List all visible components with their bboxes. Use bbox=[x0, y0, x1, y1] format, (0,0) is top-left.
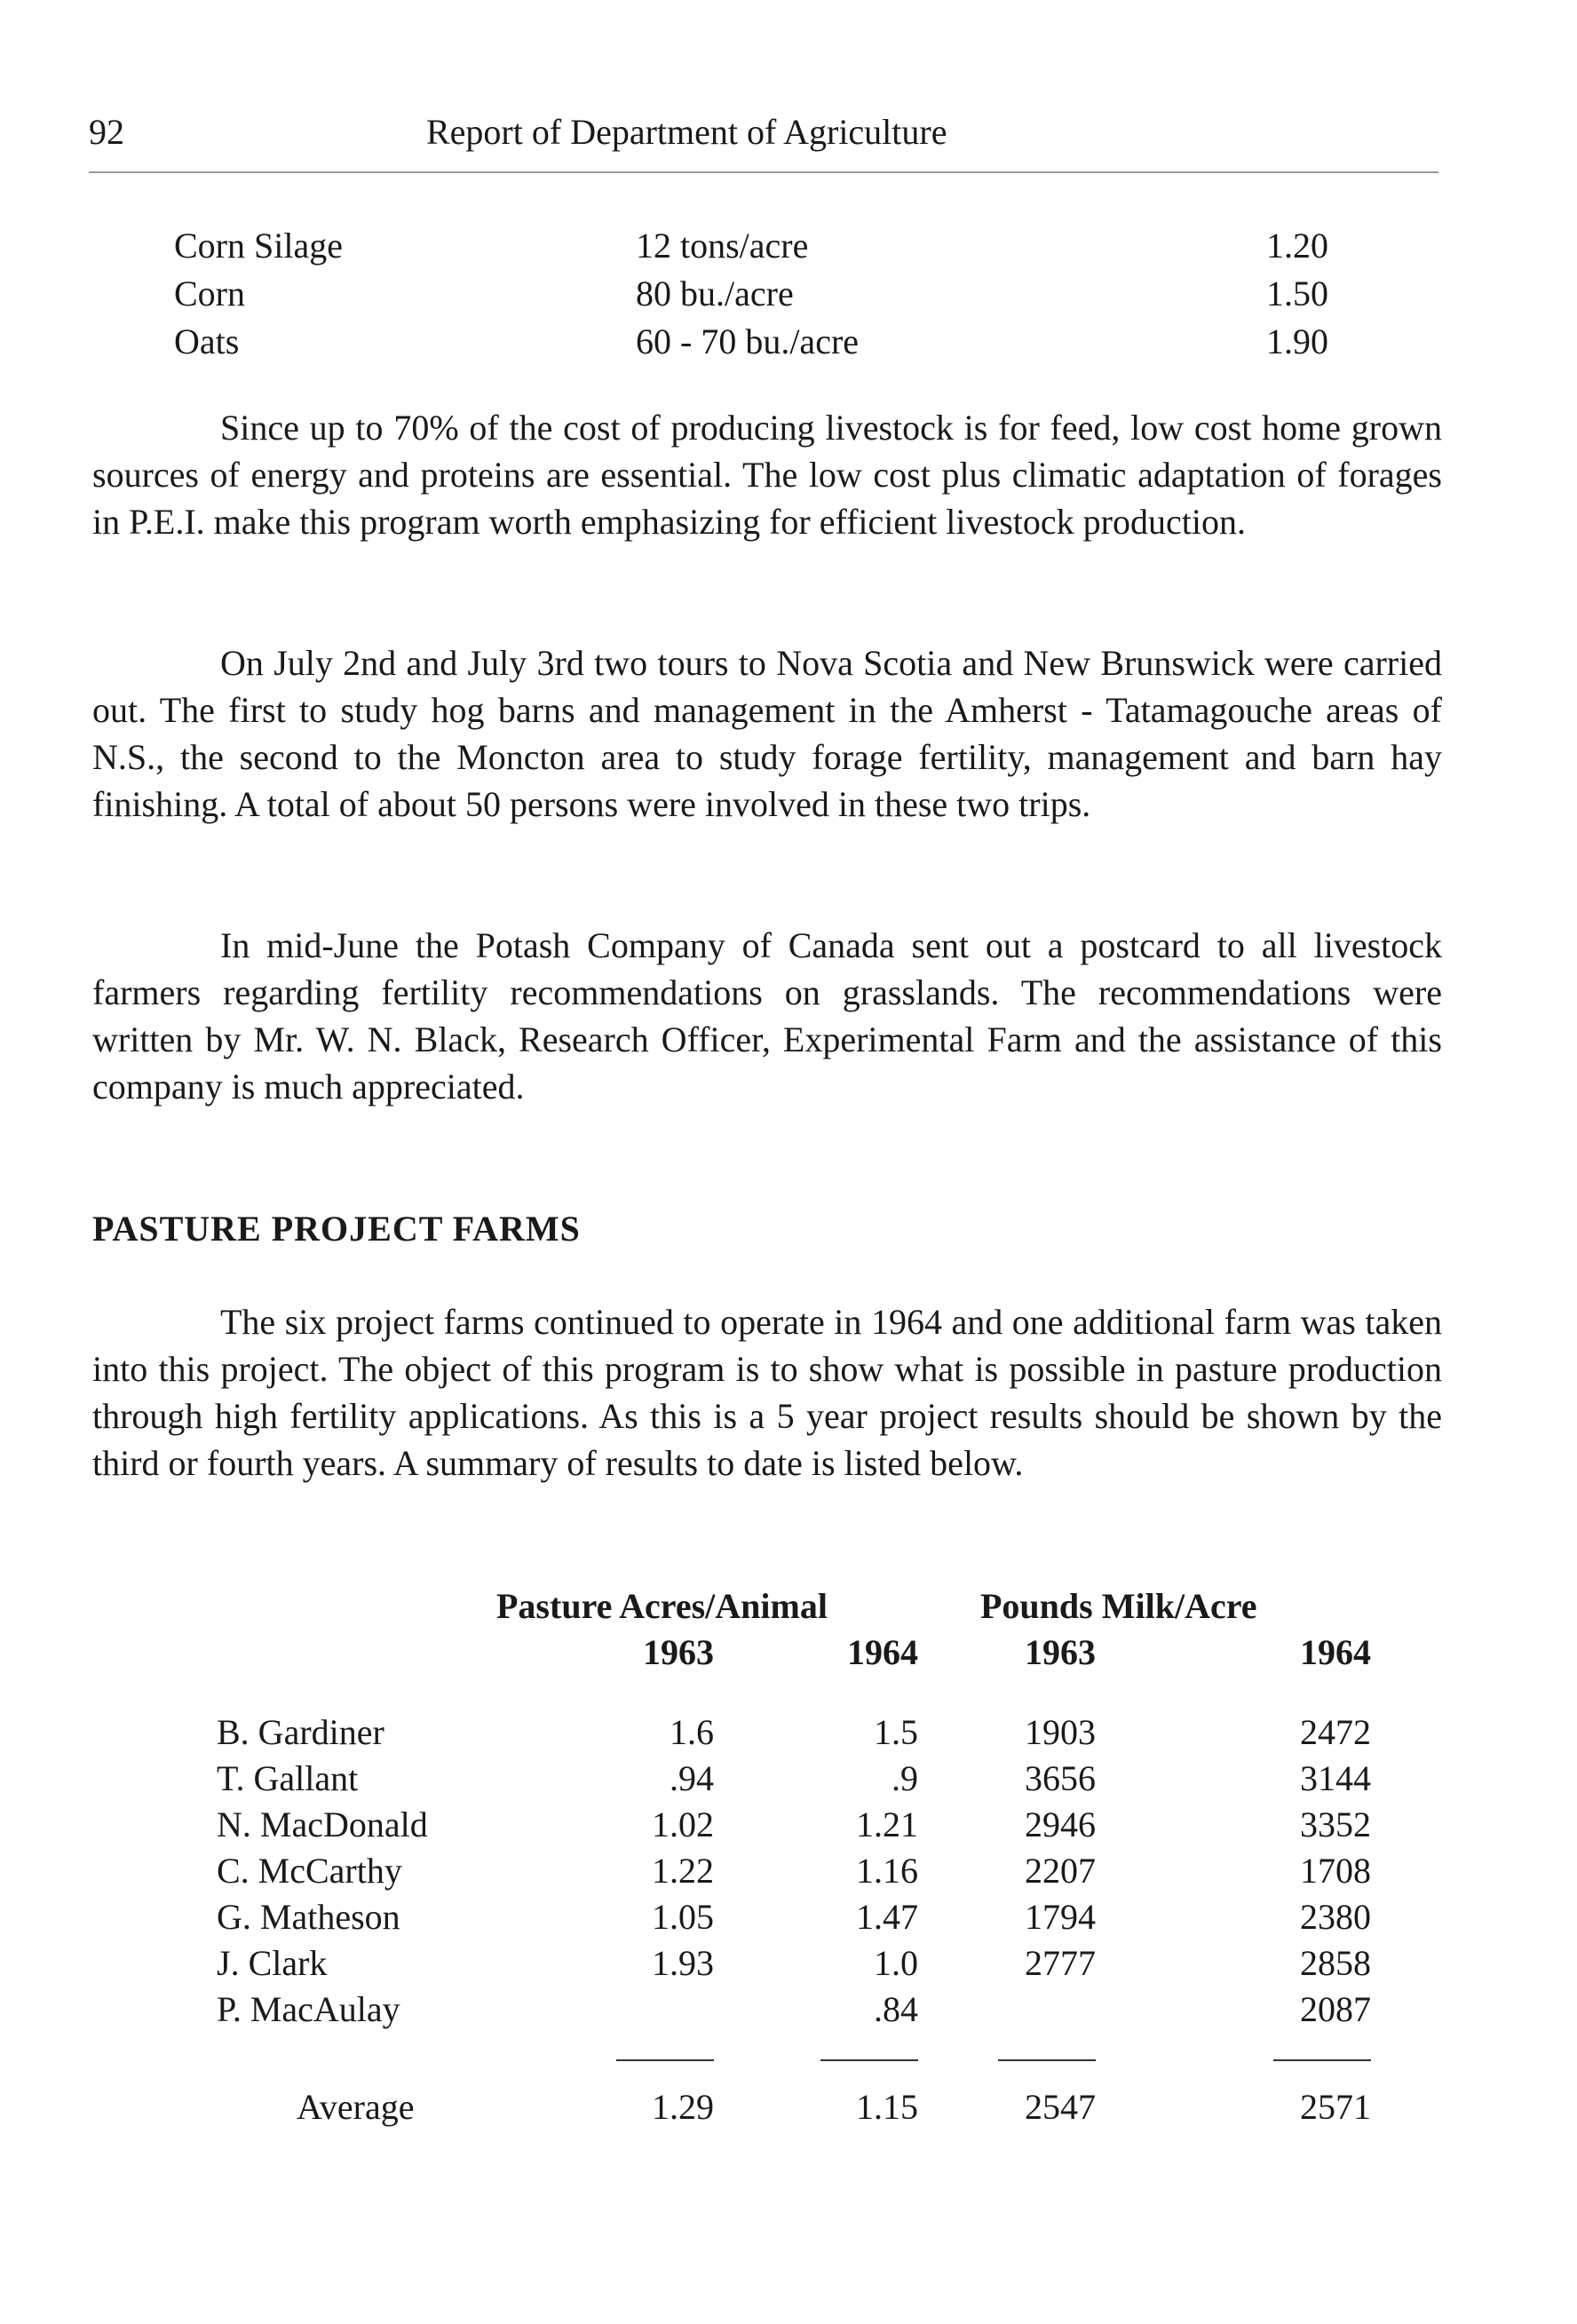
average-acres-1964: 1.15 bbox=[856, 2087, 918, 2127]
farmer-name: P. MacAulay bbox=[217, 1989, 400, 2029]
milk-1963: 1903 bbox=[1025, 1712, 1096, 1752]
group-header-milk: Pounds Milk/Acre bbox=[980, 1586, 1257, 1626]
paragraph-project-farms: The six project farms continued to operate in 1964 and one additional farm was taken into this project. The object of this program is to show what is possible in pasture production through high fertility applications. As this is a 5 year project results should be shown by the third or fourth years. A summary of results to date is listed below. bbox=[92, 1302, 1442, 1483]
table-spacer bbox=[92, 1678, 1442, 1711]
acres-1963: 1.6 bbox=[670, 1712, 714, 1752]
crop-cost: 1.90 bbox=[1266, 321, 1328, 361]
crop-yield: 80 bu./acre bbox=[636, 274, 794, 313]
milk-1964: 3144 bbox=[1300, 1758, 1371, 1798]
crop-cost: 1.20 bbox=[1266, 226, 1328, 266]
average-milk-1964: 2571 bbox=[1300, 2087, 1371, 2127]
year-header: 1964 bbox=[847, 1632, 918, 1672]
crop-cost: 1.50 bbox=[1266, 274, 1328, 313]
crop-yield: 60 - 70 bu./acre bbox=[636, 321, 860, 361]
total-rule bbox=[536, 2034, 714, 2061]
milk-1964: 2472 bbox=[1300, 1712, 1371, 1752]
acres-1964: 1.0 bbox=[874, 1943, 918, 1983]
acres-1963: 1.22 bbox=[652, 1851, 714, 1891]
year-header: 1963 bbox=[1025, 1632, 1096, 1672]
year-header: 1964 bbox=[1300, 1632, 1371, 1672]
paragraph-potash: In mid-June the Potash Company of Canada sent out a postcard to all livestock farmers regarding fertility recommendations on grasslands. The recommendations were written by Mr. W. N. Black, Research Officer, Experimental Farm and the assistance of this company is much appreciated. bbox=[92, 925, 1442, 1106]
table-row bbox=[92, 1942, 1442, 1988]
page-number: 92 bbox=[89, 112, 124, 152]
milk-1964: 2087 bbox=[1300, 1989, 1371, 2029]
crop-row bbox=[174, 222, 1373, 270]
total-rule bbox=[918, 2034, 1096, 2061]
acres-1963: 1.05 bbox=[652, 1897, 714, 1937]
average-milk-1963: 2547 bbox=[1025, 2087, 1096, 2127]
total-rule-row bbox=[92, 2034, 1442, 2086]
milk-1964: 2380 bbox=[1300, 1897, 1371, 1937]
crop-cost-table bbox=[174, 222, 1373, 366]
farmer-name: C. McCarthy bbox=[217, 1851, 402, 1891]
crop-name: Oats bbox=[174, 321, 240, 361]
table-row bbox=[92, 1988, 1442, 2034]
crop-row bbox=[174, 270, 1373, 318]
farmer-name: J. Clark bbox=[217, 1943, 328, 1983]
pasture-results-table bbox=[92, 1585, 1442, 2132]
average-acres-1963: 1.29 bbox=[652, 2087, 714, 2127]
crop-name: Corn bbox=[174, 274, 245, 313]
total-rule bbox=[741, 2034, 918, 2061]
year-header: 1963 bbox=[643, 1632, 714, 1672]
milk-1963: 2946 bbox=[1025, 1804, 1096, 1844]
crop-yield: 12 tons/acre bbox=[636, 226, 809, 266]
acres-1963: 1.93 bbox=[652, 1943, 714, 1983]
milk-1963: 1794 bbox=[1025, 1897, 1096, 1937]
total-rule bbox=[1193, 2034, 1371, 2061]
milk-1964: 3352 bbox=[1300, 1804, 1371, 1844]
table-group-header-row bbox=[92, 1585, 1442, 1631]
acres-1964: .9 bbox=[892, 1758, 918, 1798]
table-row bbox=[92, 1896, 1442, 1942]
acres-1963: 1.02 bbox=[652, 1804, 714, 1844]
running-title: Report of Department of Agriculture bbox=[426, 112, 947, 152]
milk-1964: 1708 bbox=[1300, 1851, 1371, 1891]
farmer-name: B. Gardiner bbox=[217, 1712, 384, 1752]
acres-1963: .94 bbox=[670, 1758, 714, 1798]
acres-1964: 1.5 bbox=[874, 1712, 918, 1752]
header-rule bbox=[89, 171, 1438, 173]
farmer-name: G. Matheson bbox=[217, 1897, 400, 1937]
group-header-acres: Pasture Acres/Animal bbox=[496, 1586, 828, 1626]
table-row bbox=[92, 1757, 1442, 1804]
milk-1964: 2858 bbox=[1300, 1943, 1371, 1983]
milk-1963: 2207 bbox=[1025, 1851, 1096, 1891]
crop-row bbox=[174, 318, 1373, 366]
table-row bbox=[92, 1711, 1442, 1757]
milk-1963: 2777 bbox=[1025, 1943, 1096, 1983]
acres-1964: 1.16 bbox=[856, 1851, 918, 1891]
milk-1963: 3656 bbox=[1025, 1758, 1096, 1798]
average-label: Average bbox=[297, 2087, 415, 2127]
acres-1964: 1.21 bbox=[856, 1804, 918, 1844]
paragraph-feed-cost: Since up to 70% of the cost of producing livestock is for feed, low cost home grown sources of energy and proteins are essential. The low cost plus climatic adaptation of forages in P.E.I. make this program worth emphasizing for efficient livestock production. bbox=[92, 408, 1442, 542]
farmer-name: T. Gallant bbox=[217, 1758, 359, 1798]
table-average-row bbox=[92, 2086, 1442, 2132]
section-heading: PASTURE PROJECT FARMS bbox=[92, 1209, 581, 1249]
acres-1964: 1.47 bbox=[856, 1897, 918, 1937]
crop-name: Corn Silage bbox=[174, 226, 343, 266]
table-row bbox=[92, 1850, 1442, 1896]
table-row bbox=[92, 1804, 1442, 1850]
paragraph-tours: On July 2nd and July 3rd two tours to Nova Scotia and New Brunswick were carried out. The first to study hog barns and management in the Amherst - Tatamagouche areas of N.S., the second to the Moncton area to study forage fertility, management and barn hay finishing. A total of about 50 persons were involved in these two trips. bbox=[92, 643, 1442, 824]
farmer-name: N. MacDonald bbox=[217, 1804, 428, 1844]
acres-1964: .84 bbox=[874, 1989, 918, 2029]
table-year-header-row bbox=[92, 1631, 1442, 1678]
